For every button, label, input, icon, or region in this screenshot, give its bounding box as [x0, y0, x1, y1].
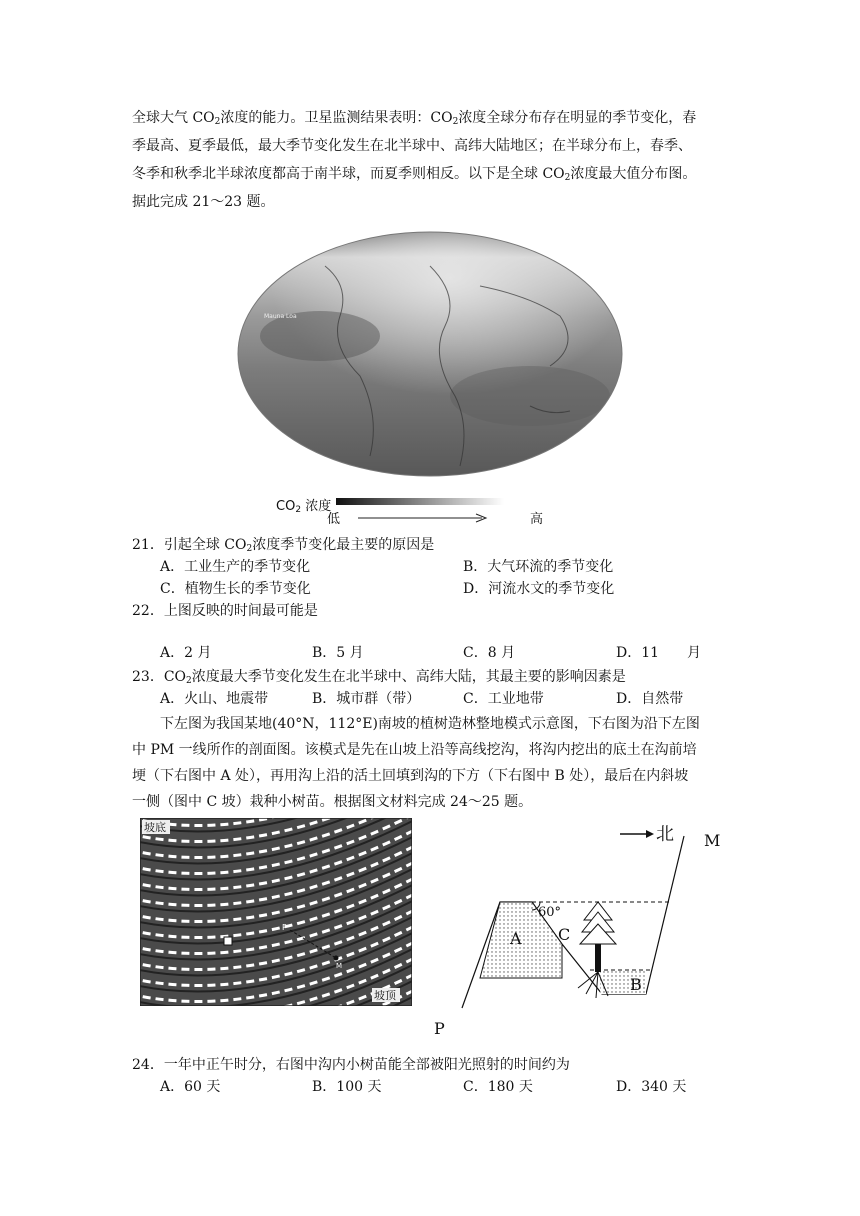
q22-option-c: C．8 月 [463, 645, 516, 661]
co2-world-map [230, 226, 630, 526]
q23-option-b: B．城市群（带） [312, 691, 421, 707]
q24-option-d: D．340 天 [616, 1079, 687, 1095]
legend-high: 高 [530, 512, 544, 527]
q23-option-a: A．火山、地震带 [160, 691, 269, 707]
q24-stem: 24．一年中正午时分，右图中沟内小树苗能全部被阳光照射的时间约为 [132, 1057, 570, 1073]
north-label: 北 [656, 824, 674, 845]
q23-option-c: C．工业地带 [463, 691, 544, 707]
q21-option-d: D．河流水文的季节变化 [463, 581, 615, 597]
passage2-line-4: 一侧（图中 C 坡）栽种小树苗。根据图文材料完成 24～25 题。 [132, 794, 533, 810]
q21-option-b: B．大气环流的季节变化 [463, 559, 614, 575]
station-label: Mauna Loa [264, 313, 297, 320]
q22-option-b: B．5 月 [312, 645, 364, 661]
passage2-line-2: 中 PM 一线所作的剖面图。该模式是先在山坡上沿等高线挖沟，将沟内挖出的底土在沟前培 [132, 742, 697, 758]
legend-bar [336, 498, 504, 505]
intro-line-3: 冬季和秋季北半球浓度都高于南半球，而夏季则相反。以下是全球 $CO_2$浓度最大值分布图。 [132, 166, 697, 183]
legend-title: $CO_2$ 浓度 [276, 499, 332, 515]
q21-option-a: A．工业生产的季节变化 [160, 559, 311, 575]
intro-line-2: 季最高、夏季最低，最大季节变化发生在北半球中、高纬大陆地区；在半球分布上，春季、 [132, 138, 692, 154]
label-slope-top: 坡顶 [374, 989, 396, 1002]
q24-option-b: B．100 天 [312, 1079, 382, 1095]
angle-label: 60° [538, 905, 562, 920]
passage2-line-3: 埂（下右图中 A 处），再用沟上沿的活土回填到沟的下方（下右图中 B 处），最后在内斜坡 [132, 768, 689, 784]
legend-low: 低 [327, 512, 341, 527]
label-a: A [510, 929, 522, 948]
q23-option-d: D．自然带 [616, 691, 684, 707]
label-p-left: P [282, 923, 287, 932]
q24-option-a: A．60 天 [160, 1079, 221, 1095]
q24-option-c: C．180 天 [463, 1079, 533, 1095]
label-m-left: M [336, 962, 343, 970]
q21-option-c: C．植物生长的季节变化 [160, 581, 311, 597]
passage2-line-1: 下左图为我国某地(40°N，112°E)南坡的植树造林整地模式示意图，下右图为沿下左图 [160, 716, 700, 732]
q22-stem: 22．上图反映的时间最可能是 [132, 603, 318, 619]
label-b: B [630, 975, 642, 994]
q23-stem: 23．$CO_2$浓度最大季节变化发生在北半球中、高纬大陆，其最主要的影响因素是 [132, 669, 626, 686]
q22-option-d: D．11 月 [616, 645, 702, 661]
q22-option-a: A．2 月 [160, 645, 212, 661]
label-slope-bottom: 坡底 [144, 821, 166, 834]
intro-line-4: 据此完成 21～23 题。 [132, 194, 275, 210]
label-p-right: P [434, 1019, 445, 1038]
label-c: C [558, 925, 571, 944]
q21-stem: 21．引起全球 $CO_2$浓度季节变化最主要的原因是 [132, 537, 435, 554]
intro-line-1: 全球大气 $CO_2$浓度的能力。卫星监测结果表明：$CO_2$浓度全球分布存在明显的季节变化，春 [132, 110, 697, 127]
terrace-plan-figure [140, 818, 412, 1006]
label-m-right: M [704, 831, 721, 850]
terrace-section-figure [430, 818, 730, 1040]
